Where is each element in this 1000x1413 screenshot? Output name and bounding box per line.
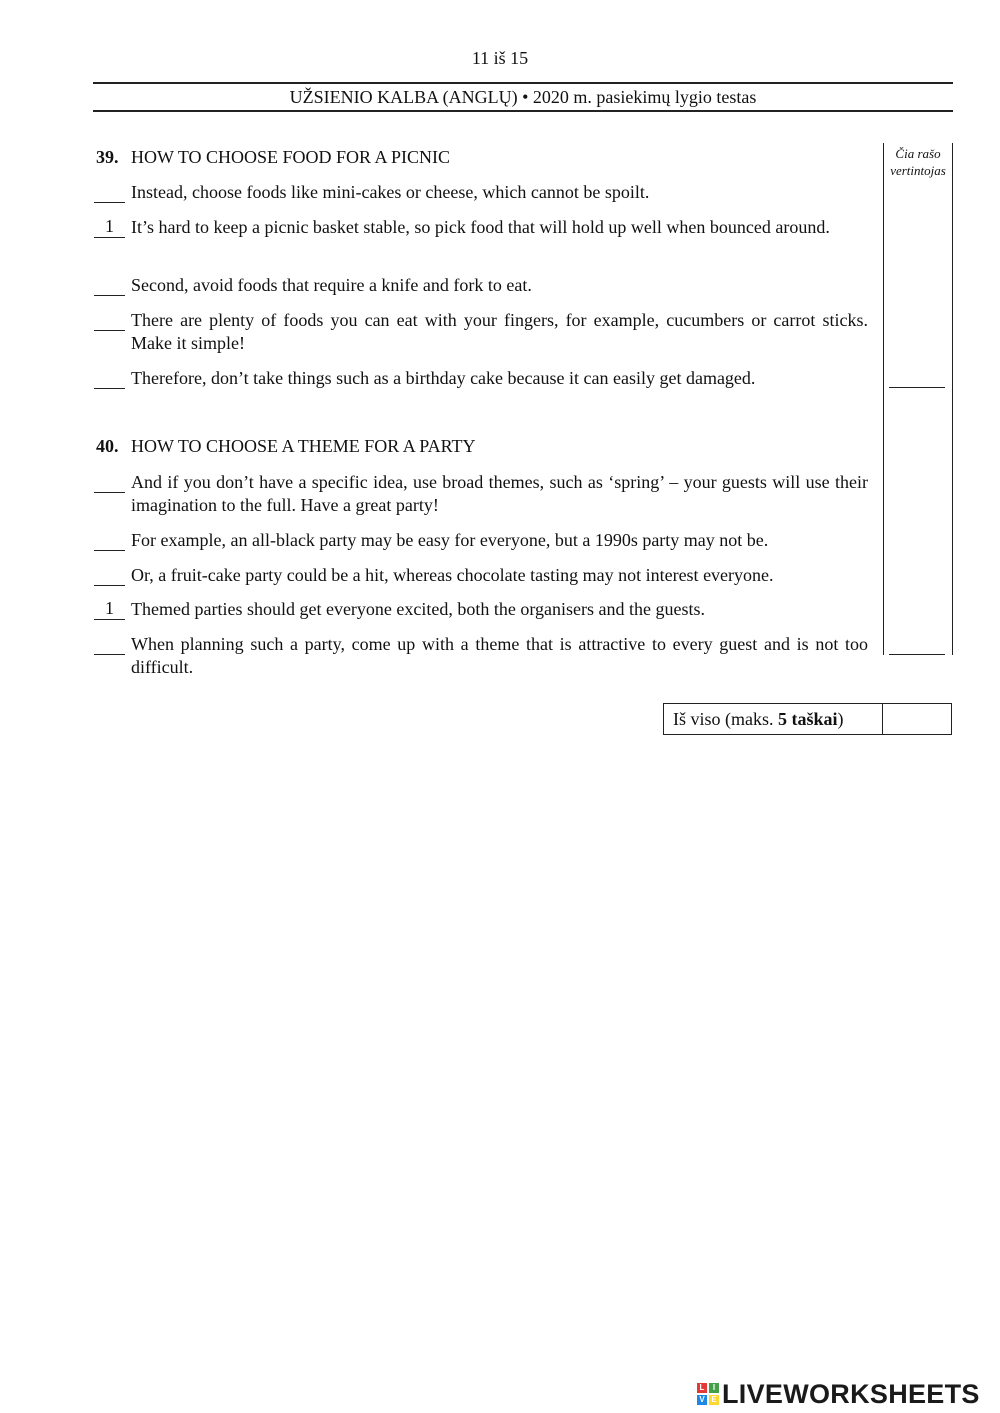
- answer-blank[interactable]: [94, 529, 125, 551]
- question-39-item: [94, 367, 868, 390]
- answer-blank[interactable]: [94, 564, 125, 586]
- question-title: HOW TO CHOOSE A THEME FOR A PARTY: [131, 436, 476, 456]
- question-39-item: [94, 309, 868, 355]
- total-score-label: [664, 704, 883, 734]
- answer-blank[interactable]: [94, 181, 125, 203]
- logo-letter: L: [697, 1383, 707, 1393]
- sentence-text: Themed parties should get everyone excited, both the organisers and the guests.: [131, 599, 706, 619]
- logo-mark-icon: [697, 1383, 719, 1405]
- grader-score-blank-40[interactable]: [889, 654, 945, 655]
- total-label-suffix: ): [837, 708, 844, 729]
- question-39-item: [94, 216, 868, 239]
- grader-column: [883, 143, 953, 655]
- sentence-text: When planning such a party, come up with a theme that is attractive to every guest and is not too difficult.: [131, 634, 868, 677]
- answer-blank[interactable]: [94, 274, 125, 296]
- answer-blank[interactable]: 1: [94, 216, 125, 238]
- question-39-item: [94, 274, 868, 297]
- answer-blank[interactable]: [94, 309, 125, 331]
- question-39-heading: [96, 147, 450, 168]
- page-number: 11 iš 15: [471, 48, 529, 68]
- sentence-text: Or, a fruit-cake party could be a hit, whereas chocolate tasting may not interest everyone.: [131, 565, 774, 585]
- logo-letter: V: [697, 1395, 707, 1405]
- question-40-item: [94, 633, 868, 679]
- sentence-text: It’s hard to keep a picnic basket stable, so pick food that will hold up well when bounced around.: [131, 217, 830, 237]
- liveworksheets-logo[interactable]: [697, 1380, 980, 1408]
- total-label-prefix: Iš viso (maks.: [673, 708, 778, 729]
- sentence-text: There are plenty of foods you can eat with your fingers, for example, cucumbers or carrot sticks. Make it simple!: [131, 310, 868, 353]
- question-40-item: [94, 471, 868, 517]
- question-40-item: [94, 598, 868, 621]
- page-header-title: UŽSIENIO KALBA (ANGLŲ) • 2020 m. pasiekimų lygio testas: [289, 87, 757, 107]
- grader-label-line2: vertintojas: [890, 163, 946, 178]
- sentence-text: Therefore, don’t take things such as a birthday cake because it can easily get damaged.: [131, 368, 756, 388]
- total-score-field[interactable]: [883, 704, 951, 734]
- total-max-points: 5 taškai: [778, 708, 838, 729]
- answer-blank[interactable]: 1: [94, 598, 125, 620]
- header-rule-top: [93, 82, 953, 84]
- question-39-item: [94, 181, 868, 204]
- total-score-box: [663, 703, 952, 735]
- grader-score-blank-39[interactable]: [889, 387, 945, 388]
- answer-blank[interactable]: [94, 633, 125, 655]
- question-number: 40.: [96, 436, 119, 456]
- logo-text: LIVEWORKSHEETS: [722, 1378, 980, 1409]
- question-40-heading: [96, 436, 476, 457]
- question-40-item: [94, 564, 868, 587]
- answer-blank[interactable]: [94, 367, 125, 389]
- logo-letter: I: [709, 1383, 719, 1393]
- answer-blank[interactable]: [94, 471, 125, 493]
- grader-label-line1: Čia rašo: [895, 146, 941, 161]
- question-title: HOW TO CHOOSE FOOD FOR A PICNIC: [131, 147, 451, 167]
- grader-column-label: [884, 145, 952, 179]
- sentence-text: Second, avoid foods that require a knife and fork to eat.: [131, 275, 532, 295]
- sentence-text: And if you don’t have a specific idea, use broad themes, such as ‘spring’ – your guests will use their imagination to the full. Have a great party!: [131, 472, 868, 515]
- question-number: 39.: [96, 147, 119, 167]
- sentence-text: For example, an all-black party may be easy for everyone, but a 1990s party may not be.: [131, 530, 769, 550]
- sentence-text: Instead, choose foods like mini-cakes or cheese, which cannot be spoilt.: [131, 182, 650, 202]
- question-40-item: [94, 529, 868, 552]
- logo-letter: E: [709, 1395, 719, 1405]
- header-rule-bottom: [93, 110, 953, 112]
